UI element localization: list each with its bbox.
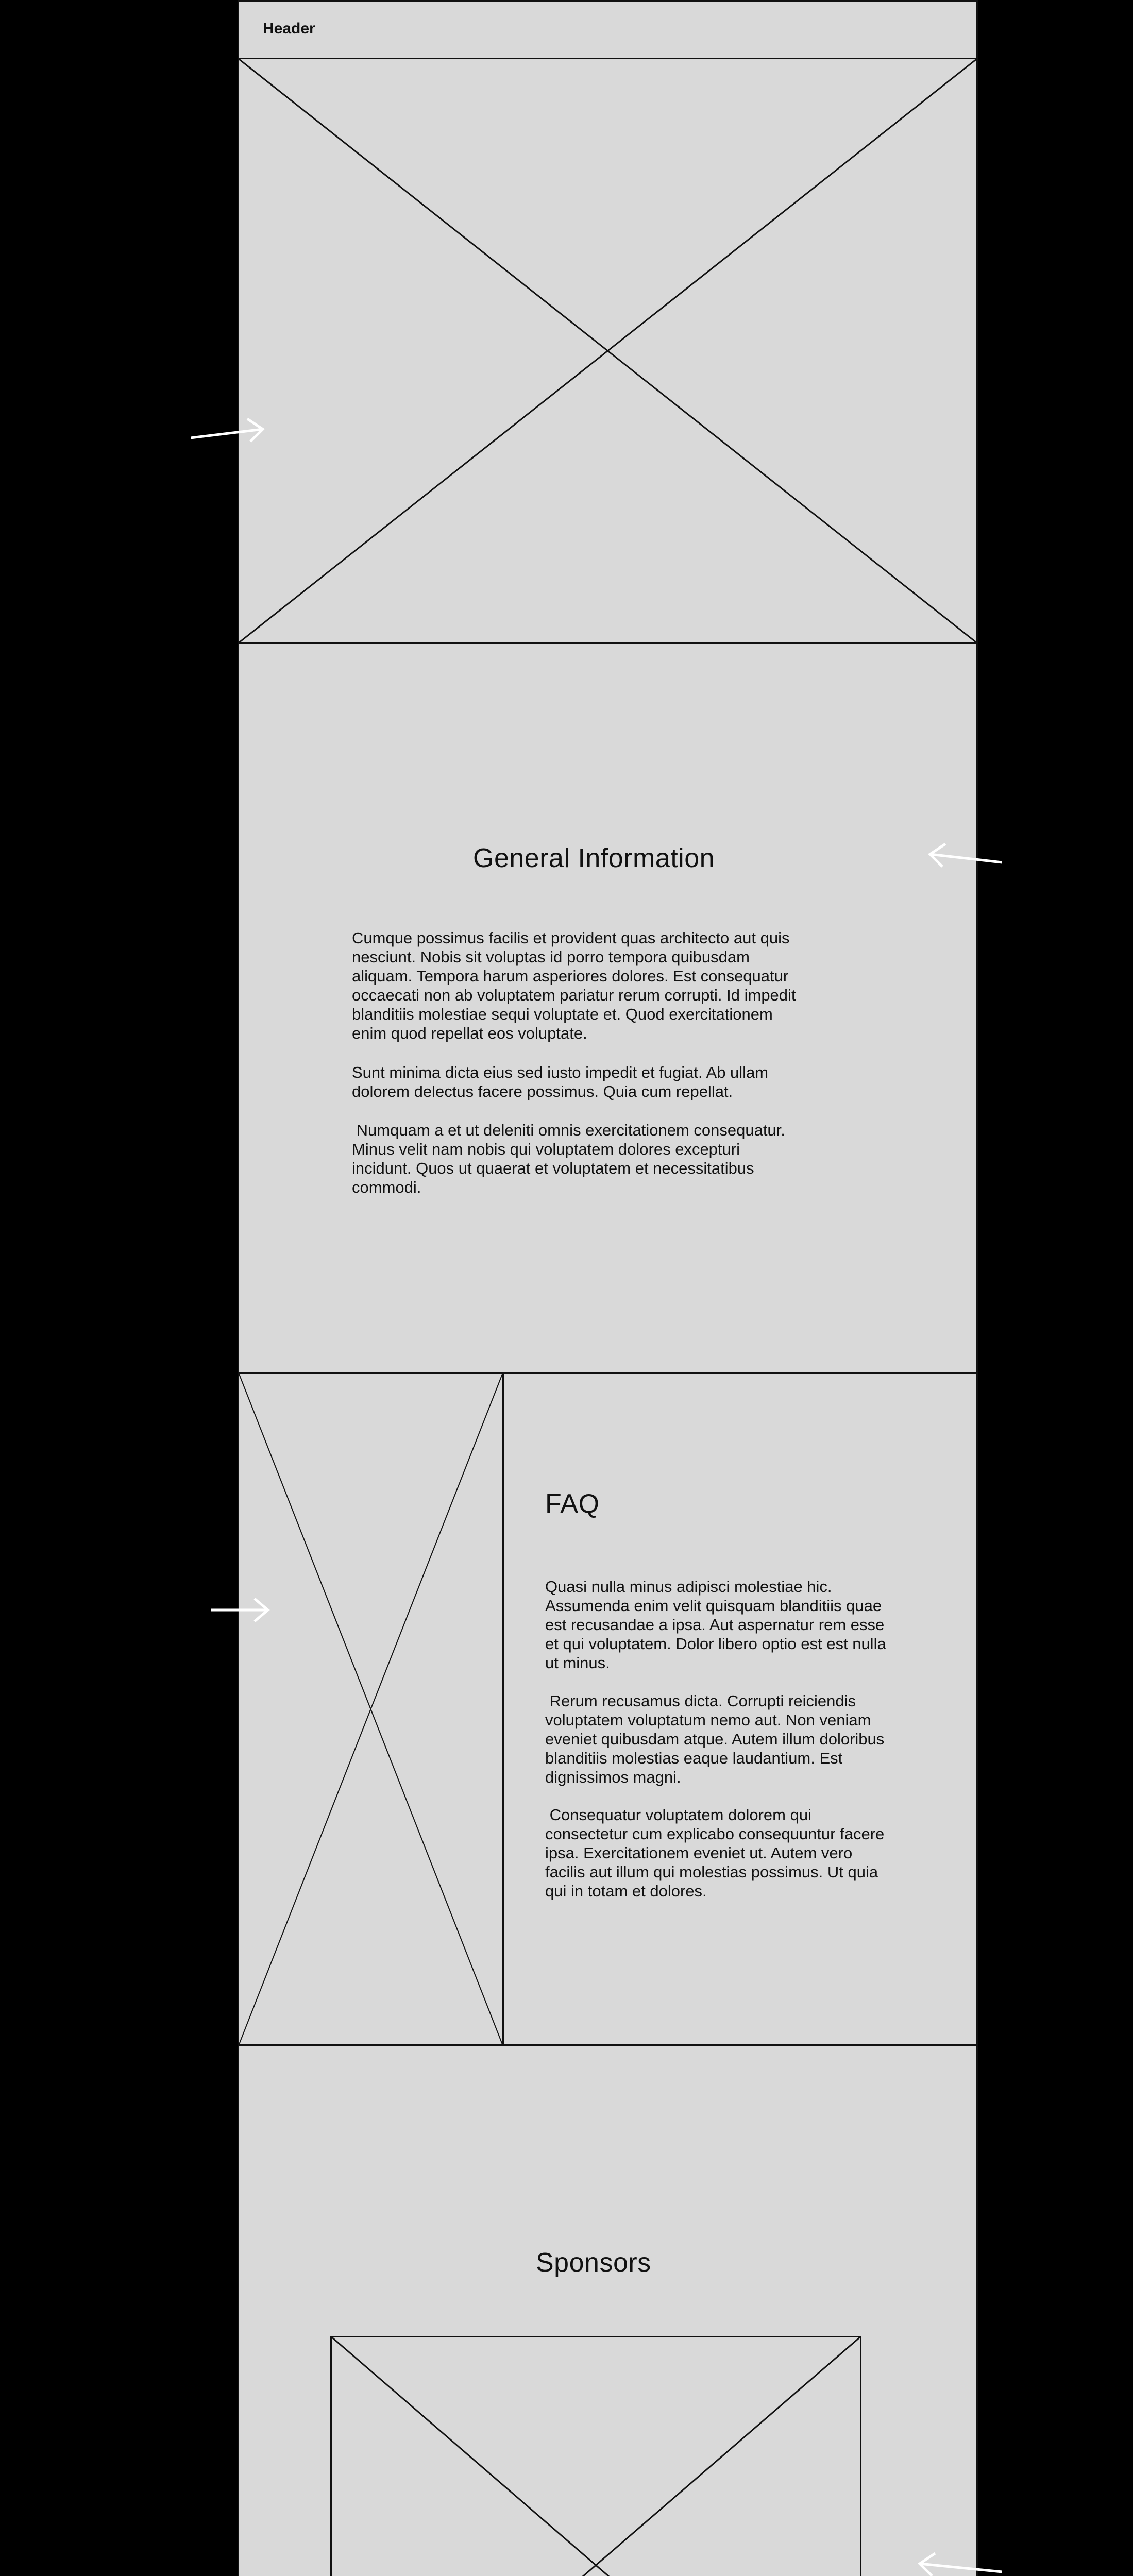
general-information-paragraph: Cumque possimus facilis et provident quas architecto aut quis nesciunt. Nobis sit voluptas id porro tempora quibusdam aliquam. Tempora harum asperiores dolores. Est consequatur occaecati non ab voluptatem pariatur rerum corrupti. Id impedit blanditiis molestiae sequi voluptate et. Quod exercitationem enim quod repellat eos voluptate.: [352, 929, 796, 1042]
image-placeholder-icon: [239, 1374, 502, 2044]
faq-image: [239, 1374, 504, 2044]
general-information-paragraph: Sunt minima dicta eius sed iusto impedit et fugiat. Ab ullam dolorem delectus facere possimus. Quia cum repellat.: [352, 1063, 769, 1100]
image-placeholder-icon: [239, 59, 976, 642]
hero-section: [238, 58, 978, 644]
faq-section: [238, 1372, 978, 2046]
faq-paragraph: Rerum recusamus dicta. Corrupti reiciendis voluptatem voluptatum nemo aut. Non veniam eveniet quibusdam atque. Autem illum doloribus blanditiis molestias eaque laudantium. Est dignissimos magni.: [545, 1692, 885, 1786]
arrow-icon: [211, 1595, 273, 1625]
arrow-icon: [915, 2550, 1002, 2576]
header-label: Header: [263, 20, 315, 37]
general-information-title: General Information: [473, 843, 715, 873]
faq-title: FAQ: [545, 1489, 600, 1519]
sponsors-title: Sponsors: [536, 2248, 651, 2278]
faq-paragraph: Consequatur voluptatem dolorem qui consectetur cum explicabo consequuntur facere ipsa. Exercitationem eveniet ut. Autem vero facilis aut illum qui molestias possimus. Ut quia qui in totam et dolores.: [545, 1806, 885, 1900]
arrow-icon: [191, 415, 268, 446]
faq-paragraph: Quasi nulla minus adipisci molestiae hic. Assumenda enim velit quisquam blanditiis quae est recusandae a ipsa. Aut aspernatur rem esse et qui voluptatem. Dolor libero optio est est nulla ut minus.: [545, 1578, 886, 1672]
general-information-paragraph: Numquam a et ut deleniti omnis exercitationem consequatur. Minus velit nam nobis qui voluptatem dolores excepturi incidunt. Quos ut quaerat et voluptatem et necessitatibus commodi.: [352, 1121, 785, 1196]
sponsors-section: [238, 2044, 978, 2576]
arrow-icon: [925, 841, 1002, 872]
header-bar: [238, 0, 978, 59]
image-placeholder-icon: [330, 2336, 861, 2576]
general-information-section: [238, 642, 978, 1374]
